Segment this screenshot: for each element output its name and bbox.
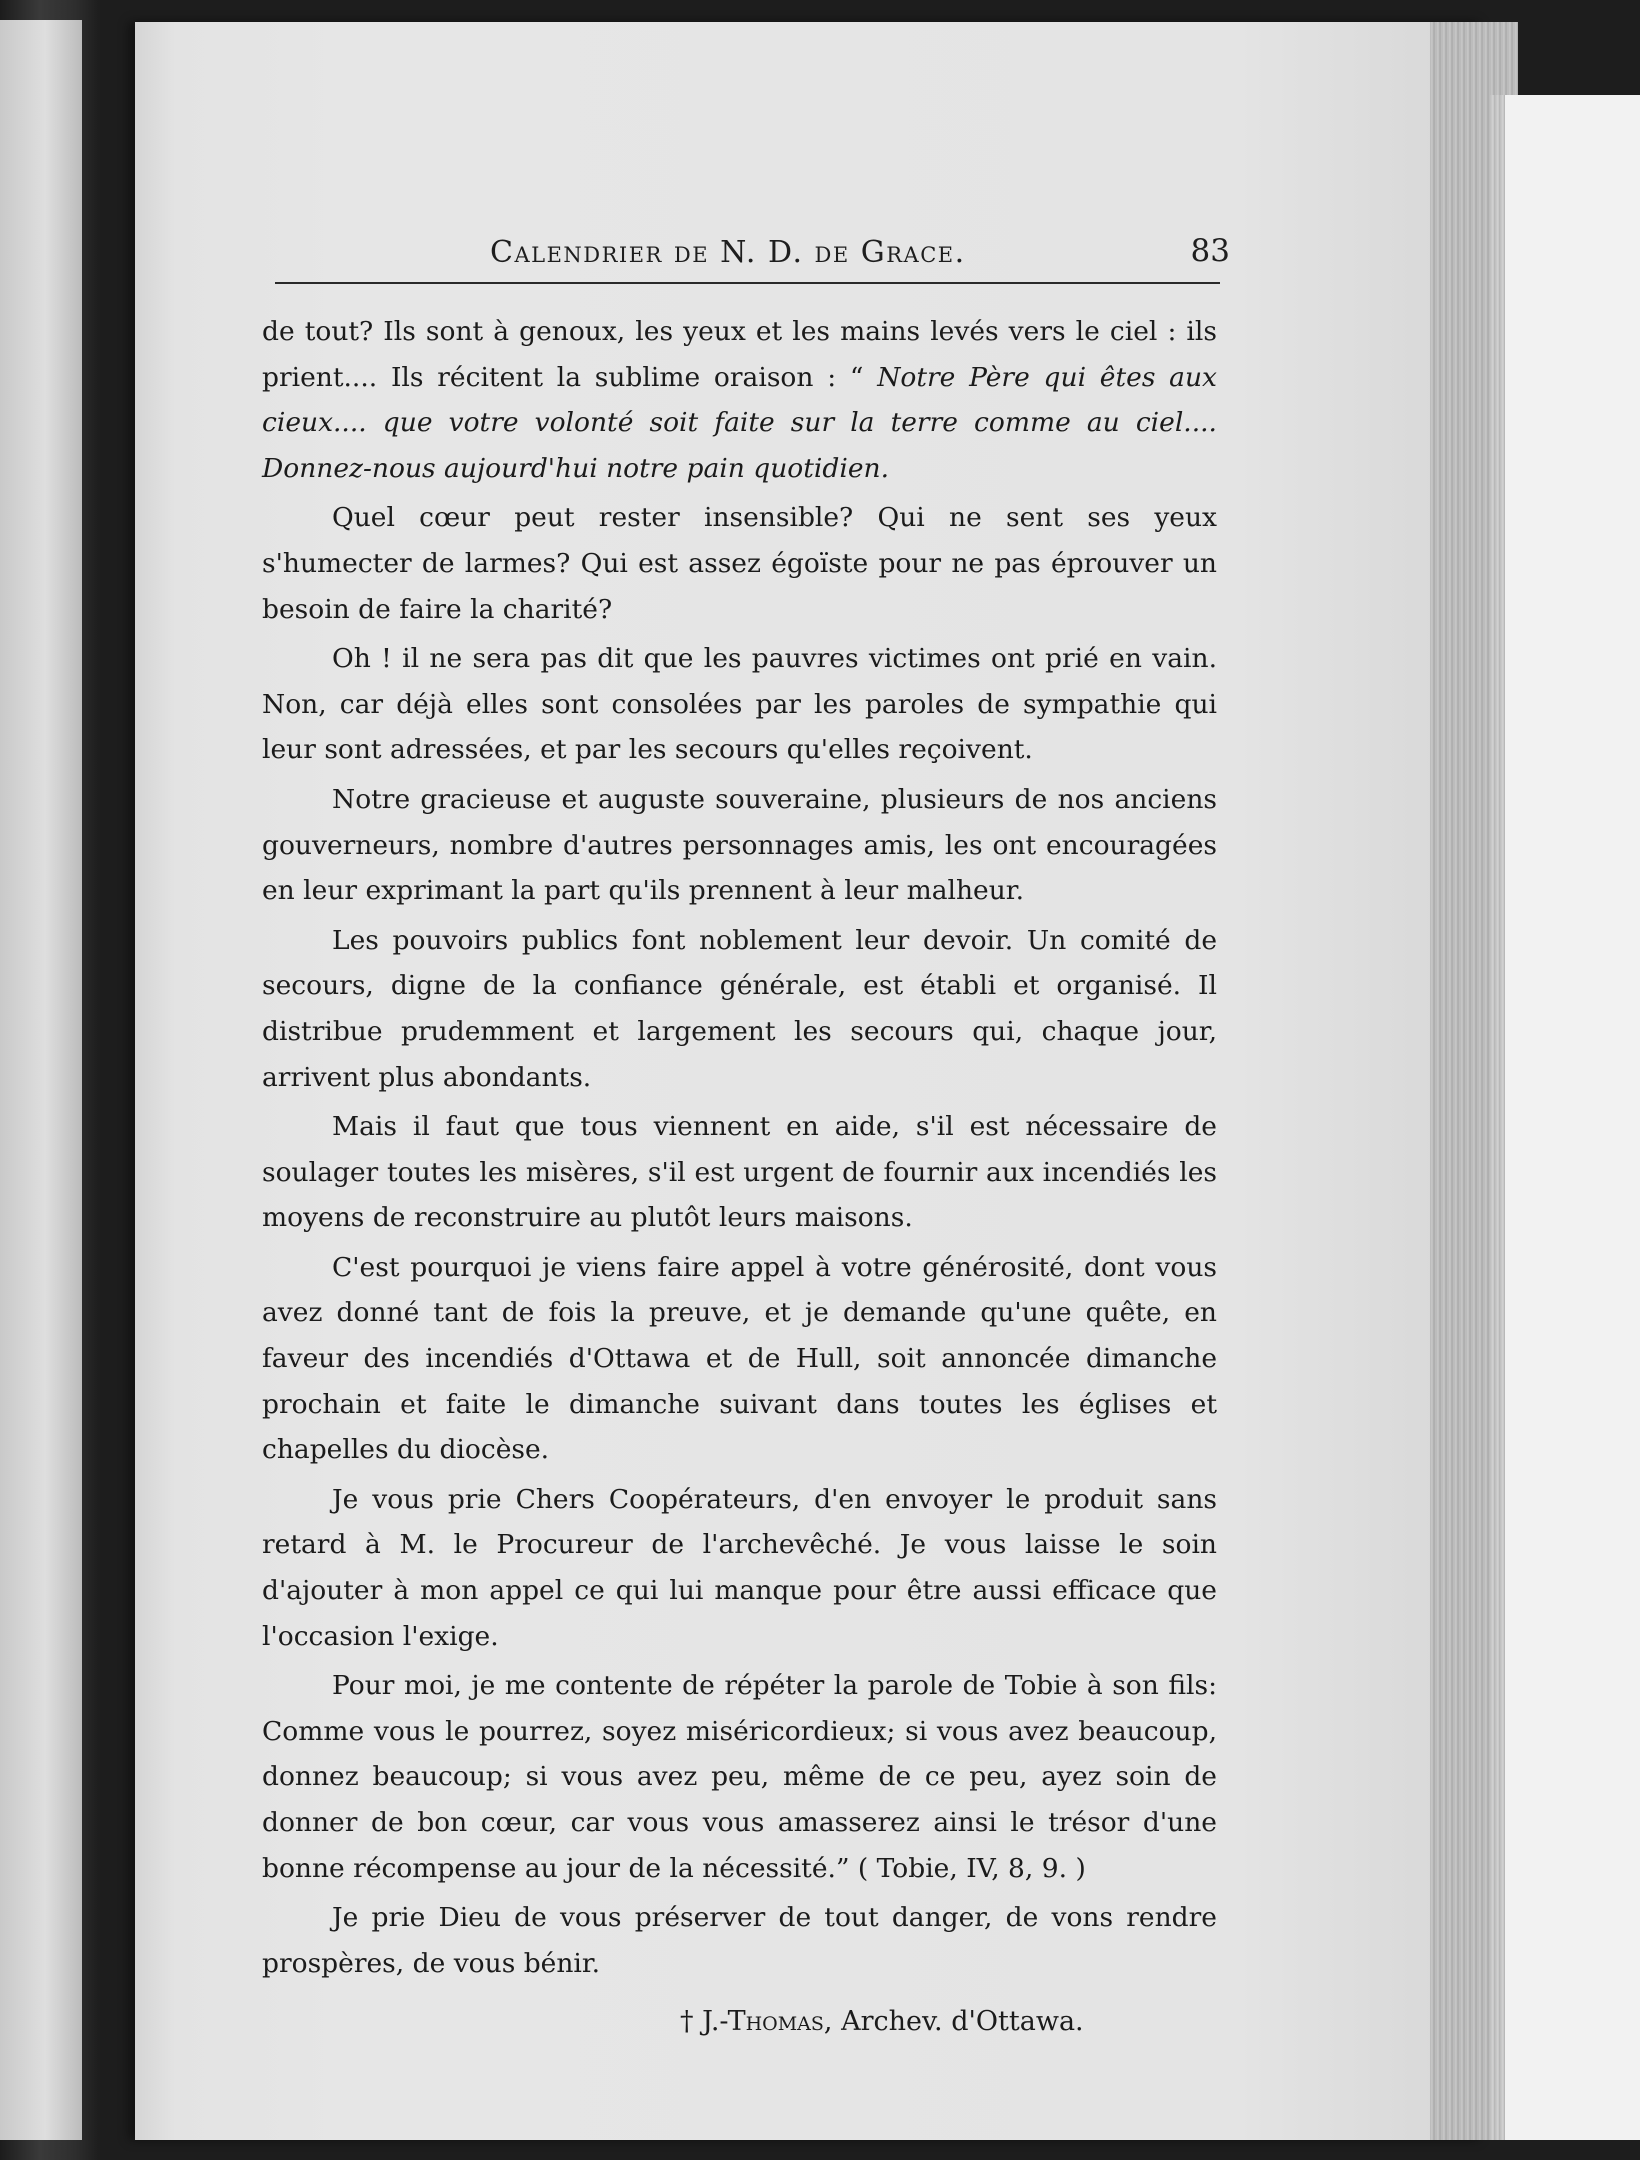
paragraph-2: Quel cœur peut rester insensible? Qui ne sent ses yeux s'humecter de larmes? Qui est assez égoïste pour ne pas éprouver un besoin de faire la charité? (262, 502, 1217, 625)
signature-title: Archev. d'Ottawa. (841, 2006, 1084, 2037)
running-head-title: Calendrier de N. D. de Grace. (490, 235, 966, 270)
paragraph-5: Les pouvoirs publics font noblement leur devoir. Un comité de secours, digne de la confiance générale, est établi et organisé. Il distribue prudemment et largement les secours qui, chaque jour, arrivent plus abondants. (262, 924, 1217, 1093)
paragraph-1 (262, 309, 1217, 491)
signature (680, 2006, 1084, 2037)
paragraph-7: C'est pourquoi je viens faire appel à votre générosité, dont vous avez donné tant de fois la preuve, et je demande qu'une quête, en faveur des incendiés d'Ottawa et de Hull, soit annoncée dimanche prochain et faite le dimanche suivant dans toutes les églises et chapelles du diocèse. (262, 1251, 1217, 1466)
margin-strip (1505, 95, 1640, 2140)
paragraph-1-text: de tout? Ils sont à genoux, les yeux et les mains levés vers le ciel : ils prient.... Ils récitent la sublime oraison : “ (262, 316, 1217, 393)
paragraph-4: Notre gracieuse et auguste souveraine, plusieurs de nos anciens gouverneurs, nombre d'autres personnages amis, les ont encouragées en leur exprimant la part qu'ils prennent à leur malheur. (262, 783, 1217, 907)
paragraph-6: Mais il faut que tous viennent en aide, s'il est nécessaire de soulager toutes les misères, s'il est urgent de fournir aux incendiés les moyens de reconstruire au plutôt leurs maisons. (262, 1111, 1217, 1234)
signature-name: J.-Thomas, (702, 2006, 833, 2037)
paragraph-1-quote: Notre Père qui êtes aux cieux.... que votre volonté soit faite sur la terre comme au ciel.... Donnez-nous aujourd'hui notre pain quotidien. (262, 361, 1217, 484)
running-head (275, 225, 1230, 275)
paragraph-3: Oh ! il ne sera pas dit que les pauvres victimes ont prié en vain. Non, car déjà elles sont consolées par les paroles de sympathie qui leur sont adressées, et par les secours qu'elles reçoivent. (262, 643, 1217, 766)
header-rule (275, 282, 1220, 284)
facing-page-edge (0, 20, 82, 2140)
cross-icon: † (680, 2006, 694, 2037)
paragraph-10: Je prie Dieu de vous préserver de tout danger, de vons rendre prospères, de vous bénir. (262, 1902, 1217, 1979)
body-text (262, 309, 1217, 1986)
paragraph-8: Je vous prie Chers Coopérateurs, d'en envoyer le produit sans retard à M. le Procureur de l'archevêché. Je vous laisse le soin d'ajouter à mon appel ce qui lui manque pour être aussi efficace que l'occasion l'exige. (262, 1483, 1217, 1652)
page-number: 83 (1190, 233, 1230, 269)
paragraph-9: Pour moi, je me contente de répéter la parole de Tobie à son fils: Comme vous le pourrez, soyez miséricordieux; si vous avez beaucoup, donnez beaucoup; si vous avez peu, même de ce peu, ayez soin de donner de bon cœur, car vous vous amasserez ainsi le trésor d'une bonne récompense au jour de la nécessité.” ( Tobie, IV, 8, 9. ) (262, 1670, 1217, 1884)
